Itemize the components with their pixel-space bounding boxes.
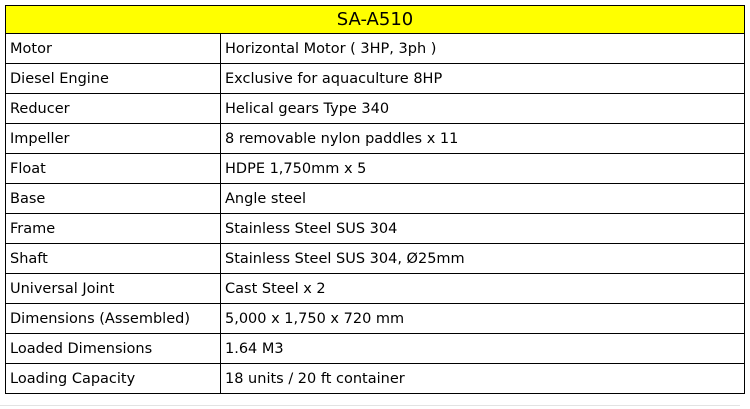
table-row	[6, 64, 745, 94]
spec-label[interactable]: Float	[6, 154, 221, 184]
spec-label[interactable]: Reducer	[6, 94, 221, 124]
table-row	[6, 274, 745, 304]
title-row	[6, 6, 745, 34]
spec-value[interactable]: Angle steel	[221, 184, 745, 214]
spec-value[interactable]: Helical gears Type 340	[221, 94, 745, 124]
spec-value[interactable]: 1.64 M3	[221, 334, 745, 364]
table-row	[6, 34, 745, 64]
spec-label[interactable]: Diesel Engine	[6, 64, 221, 94]
sheet-margin-right	[745, 0, 750, 409]
spec-value[interactable]: 8 removable nylon paddles x 11	[221, 124, 745, 154]
spec-label[interactable]: Loading Capacity	[6, 364, 221, 394]
spec-label[interactable]: Motor	[6, 34, 221, 64]
spec-table	[5, 5, 745, 394]
spec-value[interactable]: Stainless Steel SUS 304, Ø25mm	[221, 244, 745, 274]
table-row	[6, 304, 745, 334]
spec-value[interactable]: 5,000 x 1,750 x 720 mm	[221, 304, 745, 334]
spec-label[interactable]: Base	[6, 184, 221, 214]
table-row	[6, 214, 745, 244]
spec-label[interactable]: Dimensions (Assembled)	[6, 304, 221, 334]
table-row	[6, 334, 745, 364]
spec-value[interactable]: Stainless Steel SUS 304	[221, 214, 745, 244]
model-title[interactable]: SA-A510	[6, 6, 745, 34]
spec-value[interactable]: Exclusive for aquaculture 8HP	[221, 64, 745, 94]
spec-value[interactable]: Horizontal Motor ( 3HP, 3ph )	[221, 34, 745, 64]
table-row	[6, 184, 745, 214]
table-row	[6, 124, 745, 154]
spec-value[interactable]: Cast Steel x 2	[221, 274, 745, 304]
spec-label[interactable]: Frame	[6, 214, 221, 244]
table-row	[6, 154, 745, 184]
spec-value[interactable]: HDPE 1,750mm x 5	[221, 154, 745, 184]
spec-label[interactable]: Shaft	[6, 244, 221, 274]
table-row	[6, 94, 745, 124]
table-row	[6, 364, 745, 394]
spec-value[interactable]: 18 units / 20 ft container	[221, 364, 745, 394]
spec-label[interactable]: Universal Joint	[6, 274, 221, 304]
gridline	[0, 405, 740, 406]
spec-label[interactable]: Loaded Dimensions	[6, 334, 221, 364]
spec-label[interactable]: Impeller	[6, 124, 221, 154]
table-row	[6, 244, 745, 274]
sheet-margin-bottom	[0, 402, 750, 409]
